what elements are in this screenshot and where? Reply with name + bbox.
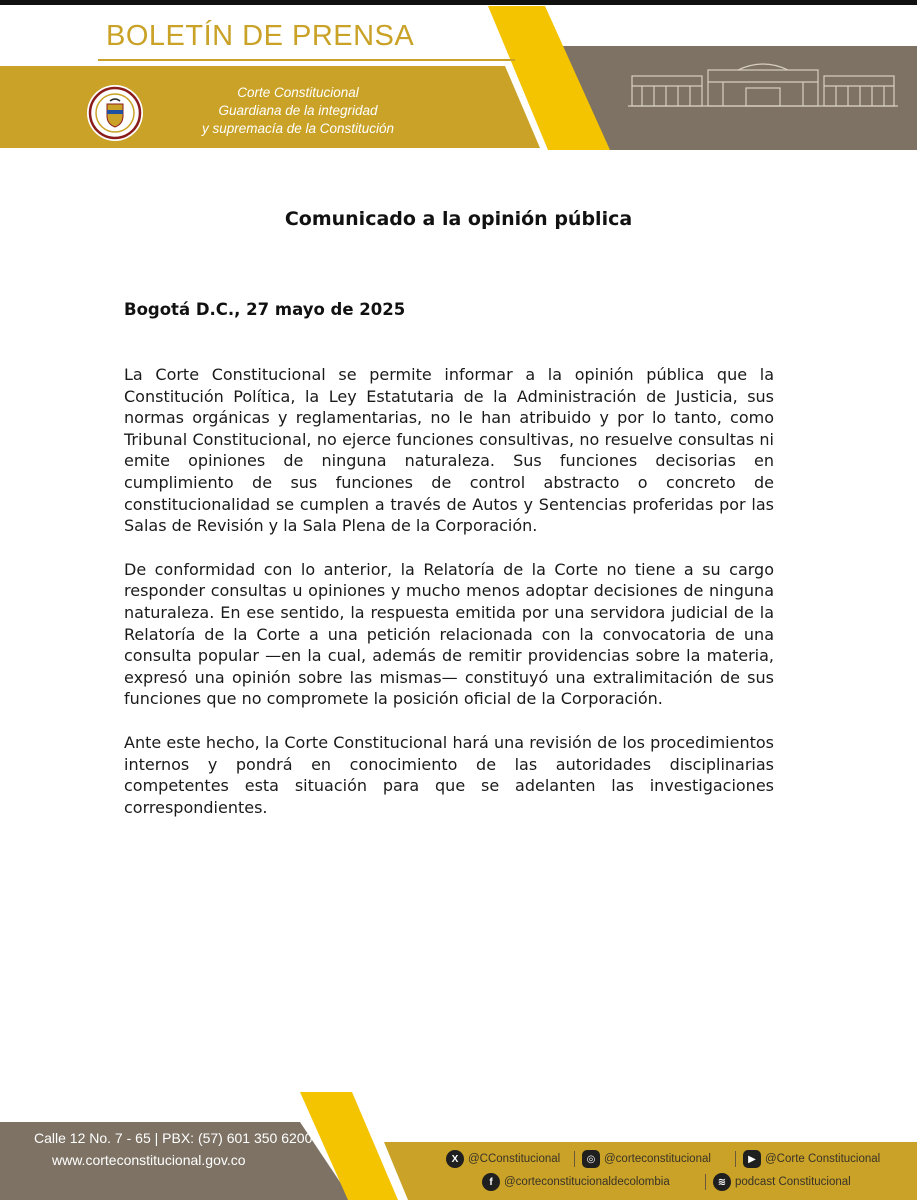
document-body [124,364,774,840]
social-facebook-handle: @corteconstitucionaldecolombia [504,1176,670,1188]
footer-divider [735,1151,736,1167]
social-x-handle: @CConstitucional [468,1153,561,1165]
x-icon: X [446,1150,464,1168]
facebook-icon: f [482,1173,500,1191]
court-name: Corte Constitucional [237,85,359,100]
paragraph-2: De conformidad con lo anterior, la Relatoría de la Corte no tiene a su cargo responder consultas u opiniones y mucho menos adoptar decisiones de ninguna naturaleza. En ese sentido, la respuesta emitida por una servidora judicial de la Relatoría de la Corte a una petición relacionada con la convocatoria de una consulta popular —en la cual, además de remitir providencias sobre la materia, expresó una opinión sobre las mismas— constituyó una extralimitación de sus funciones que no compromete la posición oficial de la Corporación. [124,559,774,709]
social-instagram-handle: @corteconstitucional [604,1153,711,1165]
spotify-icon: ≋ [713,1173,731,1191]
footer-divider [705,1174,706,1190]
instagram-icon: ◎ [582,1150,600,1168]
social-spotify-handle: podcast Constitucional [735,1176,851,1188]
paragraph-3: Ante este hecho, la Corte Constitucional hará una revisión de los procedimientos internos y pondrá en conocimiento de las autoridades disciplinarias competentes esta situación para que se adelanten las investigaciones correspondientes. [124,732,774,817]
palace-of-justice-icon [628,60,898,110]
social-spotify[interactable] [713,1173,851,1191]
footer-divider [574,1151,575,1167]
tagline-line-1: Guardiana de la integridad [218,103,378,118]
court-seal-icon [86,84,144,142]
court-subtitle [178,84,418,138]
document-date: Bogotá D.C., 27 mayo de 2025 [124,300,406,319]
bulletin-title: BOLETÍN DE PRENSA [106,20,415,52]
youtube-icon: ▶ [743,1150,761,1168]
social-x[interactable] [446,1150,560,1168]
paragraph-1: La Corte Constitucional se permite informar a la opinión pública que la Constitución Política, la Ley Estatutaria de la Administración de Justicia, sus normas orgánicas y reglamentarias, no le han atribuido y por lo tanto, como Tribunal Constitucional, no ejerce funciones consultivas, no resuelve consultas ni emite opiniones de ninguna naturaleza. Sus funciones decisorias en cumplimiento de sus funciones de control abstracto o concreto de constitucionalidad se cumplen a través de Autos y Sentencias proferidas por las Salas de Revisión y la Sala Plena de la Corporación. [124,365,774,536]
footer-address: Calle 12 No. 7 - 65 | PBX: (57) 601 350 6200 [34,1130,313,1146]
document-title: Comunicado a la opinión pública [284,208,633,230]
social-youtube-handle: @Corte Constitucional [765,1153,881,1165]
social-facebook[interactable] [482,1173,670,1191]
social-instagram[interactable] [582,1150,711,1168]
tagline-line-2: y supremacía de la Constitución [201,121,395,136]
footer-website[interactable]: www.corteconstitucional.gov.co [52,1152,246,1168]
social-youtube[interactable] [743,1150,880,1168]
